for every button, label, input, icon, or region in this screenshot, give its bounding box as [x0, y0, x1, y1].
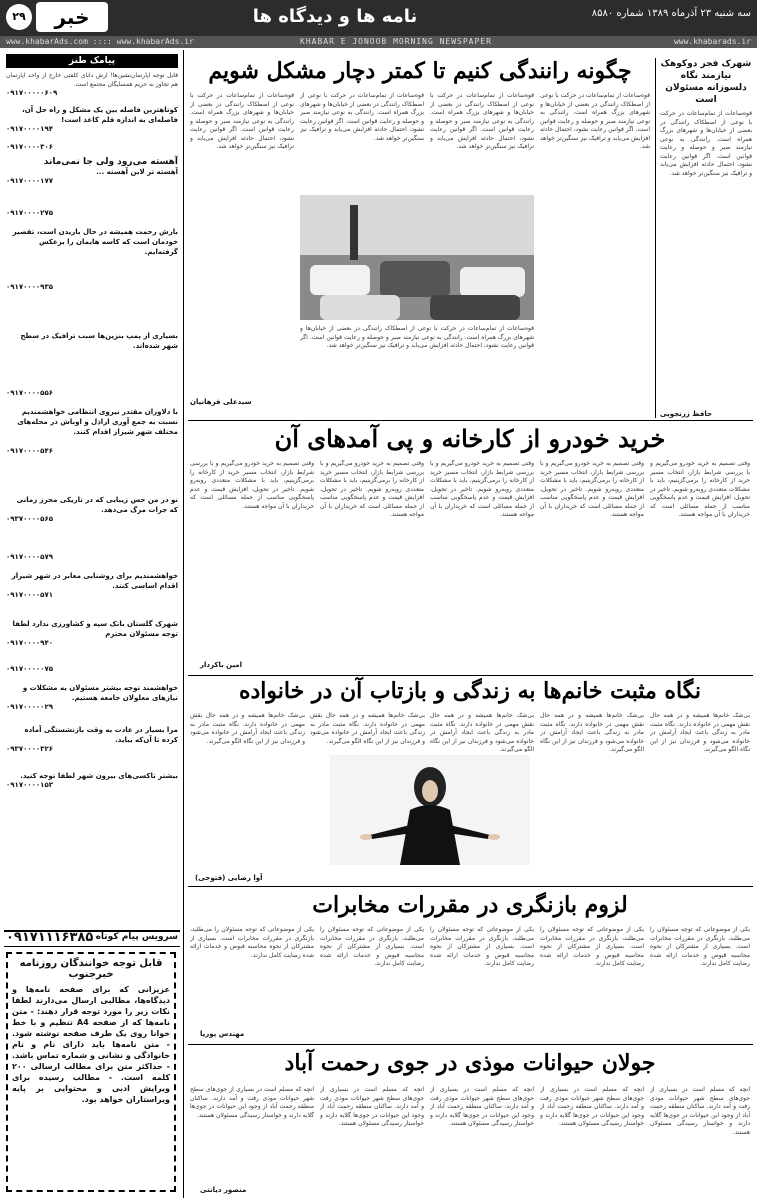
column-divider	[655, 58, 656, 418]
article-body: قوه‌ساعات از تمام‌ساعات در حرکت با نوعی از اصطکاک رانندگی در بعضی از خیابان‌ها و شهرهای بزرگ همراه است. رانندگی به نوعی نیازمند صبر و حوصله و رعایت قوانین است. اگر قوانین رعایت نشود، احتمال حادثه افزایش می‌یابد و ترافیک نیز سنگین‌تر خواهد شد.	[430, 92, 534, 150]
sidebar-article-body: قوه‌ساعات از تمام‌ساعات در حرکت با نوعی از اصطکاک رانندگی در بعضی از خیابان‌ها و شهرهای بزرگ همراه است. رانندگی به نوعی نیازمند صبر و حوصله و رعایت قوانین است. اگر قوانین رعایت نشود، احتمال حادثه افزایش می‌یابد و ترافیک نیز سنگین‌تر خواهد شد.	[660, 110, 752, 177]
article-headline: خرید خودرو از کارخانه و پی آمدهای آن	[274, 424, 666, 453]
sms-phone: ۰۹۳۷۰۰۰۰۳۲۶	[6, 745, 53, 753]
sms-phone: ۰۹۱۷۰۰۰۰۵۷۱	[6, 591, 53, 599]
sms-item: نو در من حس زیبایی که در تاریکی محرز زمانی که جرات مرگ می‌دهد.	[16, 496, 178, 514]
sms-item: بسیاری از پمپ بنزین‌ها سبب ترافیک در سطح شهر شده‌اند.	[20, 332, 178, 350]
article-body: آنچه که مسلم است در بسیاری از جوی‌های سطح شهر حیوانات موذی رفت و آمد دارند. ساکنان منطقه رحمت آباد از وجود این حیوانات در جوی‌ها گلایه دارند و خواستار رسیدگی مسئولان هستند.	[190, 1086, 314, 1119]
article-body: قوه‌ساعات از تمام‌ساعات در حرکت با نوعی از اصطکاک رانندگی در بعضی از خیابان‌ها و شهرهای بزرگ همراه است. رانندگی به نوعی نیازمند صبر و حوصله و رعایت قوانین است. اگر قوانین رعایت نشود، احتمال حادثه افزایش می‌یابد و ترافیک نیز سنگین‌تر خواهد شد.	[300, 92, 424, 142]
sms-phone: ۰۹۱۷۰۰۰۰۱۷۷	[6, 177, 53, 185]
sms-item: آهسته تر لاین آهسته ...	[96, 168, 178, 176]
article-body: یکی از موضوعاتی که توجه مسئولان را می‌طلبد، بازنگری در مقررات مخابرات است. بسیاری از مشترکان از نحوه محاسبه قبوض و خدمات ارائه شده رضایت کامل ندارند.	[190, 926, 314, 959]
sms-item: بارش رحمت همیشه در حال باریدن است، تقصیر خودمان است که کاسه هایمان را برعکس گرفته‌ایم.	[12, 228, 178, 256]
article-body: یکی از موضوعاتی که توجه مسئولان را می‌طلبد، بازنگری در مقررات مخابرات است. بسیاری از مشترکان از نحوه محاسبه قبوض و خدمات ارائه شده رضایت کامل ندارند.	[320, 926, 424, 967]
sms-service-bar	[4, 930, 180, 947]
article-body: آنچه که مسلم است در بسیاری از جوی‌های سطح شهر حیوانات موذی رفت و آمد دارند. ساکنان منطقه رحمت آباد از وجود این حیوانات در جوی‌ها گلایه دارند و خواستار رسیدگی مسئولان هستند.	[540, 1086, 644, 1127]
sms-phone: ۰۹۱۷۰۰۰۰۱۹۴	[6, 125, 53, 133]
article-body: آنچه که مسلم است در بسیاری از جوی‌های سطح شهر حیوانات موذی رفت و آمد دارند. ساکنان منطقه رحمت آباد از وجود این حیوانات در جوی‌ها گلایه دارند و خواستار رسیدگی مسئولان هستند.	[430, 1086, 534, 1127]
sms-item: شهرک گلستان بانک سپه و کشاورزی ندارد لطفا توجه مسئولان محترم	[12, 620, 178, 638]
sms-phone: ۰۹۱۷۰۰۰۰۰۷۵	[6, 665, 53, 673]
sidebar-article	[660, 58, 752, 418]
section-divider	[188, 675, 753, 676]
article-byline: سیدعلی فرهانیان	[190, 398, 252, 406]
newspaper-logo: خبر	[36, 2, 108, 32]
sms-item: خواهشمندیم برای روشنایی معابر در شهر شیراز اقدام اساسی کنند.	[11, 572, 178, 590]
article-body: قوه‌ساعات از تمام‌ساعات در حرکت با نوعی از اصطکاک رانندگی در بعضی از خیابان‌ها و شهرهای بزرگ همراه است. رانندگی به نوعی نیازمند صبر و حوصله و رعایت قوانین است. اگر قوانین رعایت نشود، احتمال حادثه افزایش می‌یابد و ترافیک نیز سنگین‌تر خواهد شد.	[300, 325, 534, 349]
section-divider	[188, 420, 753, 421]
article-body: وقتی تصمیم به خرید خودرو می‌گیریم و با بررسی شرایط بازار، انتخاب مسیر خرید از کارخانه را برمی‌گزینیم، باید با مشکلات متعددی روبه‌رو شویم. تاخیر در تحویل، افزایش قیمت و عدم پاسخگویی مناسب از جمله مسائلی است که خریداران با آن مواجه هستند.	[320, 460, 424, 518]
section-divider	[188, 886, 753, 887]
reader-notice-title: قابل توجه خوانندگان روزنامه خبرجنوب	[19, 958, 163, 980]
sms-column	[6, 72, 178, 922]
sms-phone: ۰۹۱۷۰۰۰۰۵۴۶	[6, 447, 53, 455]
sms-phone: ۰۹۱۷۰۰۰۰۲۷۵	[6, 209, 53, 217]
sms-phone: ۰۹۱۷۰۰۰۰۵۷۹	[6, 553, 53, 561]
sms-item: کوتاهترین فاصله بین یک مشکل و راه حل آن، فاصله‌ای به اندازه قلم کاغذ است!	[22, 106, 178, 124]
article-body: آنچه که مسلم است در بسیاری از جوی‌های سطح شهر حیوانات موذی رفت و آمد دارند. ساکنان منطقه رحمت آباد از وجود این حیوانات در جوی‌ها گلایه دارند و خواستار رسیدگی مسئولان هستند.	[320, 1086, 424, 1127]
article-body: قوه‌ساعات از تمام‌ساعات در حرکت با نوعی از اصطکاک رانندگی در بعضی از خیابان‌ها و شهرهای بزرگ همراه است. رانندگی به نوعی نیازمند صبر و حوصله و رعایت قوانین است. اگر قوانین رعایت نشود، احتمال حادثه افزایش می‌یابد و ترافیک نیز سنگین‌تر خواهد شد.	[190, 92, 294, 150]
article-body: آنچه که مسلم است در بسیاری از جوی‌های سطح شهر حیوانات موذی رفت و آمد دارند. ساکنان منطقه رحمت آباد از وجود این حیوانات در جوی‌ها گلایه دارند و خواستار رسیدگی مسئولان هستند.	[650, 1086, 750, 1136]
sms-phone: ۰۹۱۷۰۰۰۰۹۴۰	[6, 639, 53, 647]
article-body: وقتی تصمیم به خرید خودرو می‌گیریم و با بررسی شرایط بازار، انتخاب مسیر خرید از کارخانه را برمی‌گزینیم، باید با مشکلات متعددی روبه‌رو شویم. تاخیر در تحویل، افزایش قیمت و عدم پاسخگویی مناسب از جمله مسائلی است که خریداران با آن مواجه هستند.	[650, 460, 750, 518]
sidebar-article-title: شهرک فجر دوکوهک نیازمند نگاه دلسوزانه مسئولان است	[660, 59, 752, 105]
sms-phone: ۰۹۱۷۰۰۰۰۳۰۶	[6, 143, 53, 151]
sms-item: خواهشمند توجه بیشتر مسئولان به مشکلات و نیازهای معلولان جامعه هستیم.	[22, 684, 178, 702]
traffic-photo	[300, 195, 534, 320]
article-body: یکی از موضوعاتی که توجه مسئولان را می‌طلبد، بازنگری در مقررات مخابرات است. بسیاری از مشترکان از نحوه محاسبه قبوض و خدمات ارائه شده رضایت کامل ندارند.	[540, 926, 644, 967]
traffic-photo-illustration	[300, 195, 534, 320]
article-body: وقتی تصمیم به خرید خودرو می‌گیریم و با بررسی شرایط بازار، انتخاب مسیر خرید از کارخانه را برمی‌گزینیم، باید با مشکلات متعددی روبه‌رو شویم. تاخیر در تحویل، افزایش قیمت و عدم پاسخگویی مناسب از جمله مسائلی است که خریداران با آن مواجه هستند.	[430, 460, 534, 518]
article-byline: آوا رضایی (فتوحی)	[195, 874, 263, 882]
article-headline: چگونه رانندگی کنیم تا کمتر دچار مشکل شویم	[208, 58, 632, 84]
sms-phone: ۰۹۱۷۰۰۰۰۰۶۰۹	[6, 89, 58, 97]
article-byline: منصور دیانتی	[200, 1186, 247, 1194]
article-body: وقتی تصمیم به خرید خودرو می‌گیریم و با بررسی شرایط بازار، انتخاب مسیر خرید از کارخانه را برمی‌گزینیم، باید با مشکلات متعددی روبه‌رو شویم. تاخیر در تحویل، افزایش قیمت و عدم پاسخگویی مناسب از جمله مسائلی است که خریداران با آن مواجه هستند.	[190, 460, 314, 510]
article-body: بی‌شک خانم‌ها همیشه و در همه حال نقش مهمی در خانواده دارند. نگاه مثبت مادر به زندگی باعث ایجاد آرامش در خانواده می‌شود و فرزندان نیز از این نگاه الگو می‌گیرند.	[540, 712, 644, 753]
article-body: بی‌شک خانم‌ها همیشه و در همه حال نقش مهمی در خانواده دارند. نگاه مثبت مادر به زندگی باعث ایجاد آرامش در خانواده می‌شود و فرزندان نیز از این نگاه الگو می‌گیرند.	[430, 712, 534, 752]
issue-date: سه شنبه ۲۳ آذرماه ۱۳۸۹ شماره ۸۵۸۰	[591, 8, 751, 19]
article-body: قوه‌ساعات از تمام‌ساعات در حرکت با نوعی از اصطکاک رانندگی در بعضی از خیابان‌ها و شهرهای بزرگ همراه است. رانندگی به نوعی نیازمند صبر و حوصله و رعایت قوانین است. اگر قوانین رعایت نشود، احتمال حادثه افزایش می‌یابد و ترافیک نیز سنگین‌تر خواهد شد.	[540, 92, 650, 150]
sms-phone: ۰۹۱۷۰۰۰۰۹۳۵	[6, 283, 53, 291]
article-headline: نگاه مثبت خانم‌ها به زندگی و بازتاب آن در خانواده	[238, 678, 702, 704]
article-body: بی‌شک خانم‌ها همیشه و در همه حال نقش مهمی در خانواده دارند. نگاه مثبت مادر به زندگی باعث ایجاد آرامش در خانواده می‌شود و فرزندان نیز از این نگاه الگو می‌گیرند.	[310, 712, 425, 745]
section-divider	[188, 1044, 753, 1045]
sms-service-label: سرویس پیام کوتاه	[95, 932, 178, 942]
sms-phone: ۰۹۱۷۰۰۰۰۰۲۹	[6, 703, 53, 711]
article-body: بی‌شک خانم‌ها همیشه و در همه حال نقش مهمی در خانواده دارند. نگاه مثبت مادر به زندگی باعث ایجاد آرامش در خانواده می‌شود و فرزندان نیز از این نگاه الگو می‌گیرند.	[650, 712, 750, 753]
sms-service-number: ۰۹۱۷۱۱۱۶۳۸۵	[6, 930, 94, 945]
sms-item: با دلاوران مقتدر نیروی انتظامی خواهشمندیم نسبت به جمع آوری اراذل و اوباش در محله‌های مختلف شهر شیراز اقدام کنند.	[17, 408, 178, 436]
sidebar-author: حافظ زرنجویی	[660, 410, 713, 418]
article-byline: امین باکردار	[200, 661, 243, 669]
column-divider	[183, 50, 184, 1198]
article-headline: لزوم بازنگری در مقررات مخابرات	[312, 892, 628, 918]
sms-intro: قابل توجه آپارتمان‌نشین‌ها! آرش دانای کلفتی خارج از واحد آپارتمان هم تجاوز به حریم همسایگان مجتمع است.	[6, 72, 178, 88]
sms-phone: ۰۹۳۷۰۰۰۰۵۶۵	[6, 515, 53, 523]
sms-item: آهسته‌ می‌رود ولی جا نمی‌ماند	[43, 157, 178, 167]
site-urls: www.khabarAds.com :::: www.khabarAds.ir	[6, 37, 194, 46]
article-body: بی‌شک خانم‌ها همیشه و در همه حال نقش مهمی در خانواده دارند. نگاه مثبت مادر به زندگی باعث ایجاد آرامش در خانواده می‌شود و فرزندان نیز از این نگاه الگو می‌گیرند.	[190, 712, 305, 745]
sms-item: مرا بسیار در عادت به وقت بازنشستگی آماده کرده تا آن‌که بیاید.	[24, 726, 178, 744]
sms-phone: ۰۹۱۷۰۰۰۰۱۵۳	[6, 781, 53, 789]
masthead-strip	[0, 36, 757, 48]
article-body: یکی از موضوعاتی که توجه مسئولان را می‌طلبد، بازنگری در مقررات مخابرات است. بسیاری از مشترکان از نحوه محاسبه قبوض و خدمات ارائه شده رضایت کامل ندارند.	[650, 926, 750, 967]
article-byline: مهندس پوریا	[200, 1030, 245, 1038]
woman-photo-illustration	[330, 755, 530, 865]
reader-notice-body: عزیزانی که برای صفحه نامه‌ها و دیدگاه‌ها، مطالبی ارسال می‌دارند لطفا نکات زیر را مورد توجه قرار دهند: - متن نامه‌ها که از صفحه A4 تنظیم و با خط خوانا روی یک طرف صفحه نوشته شود. - متن نامه‌ها باید دارای نام و نام خانوادگی و نشانی و شماره تماس باشد. - حداکثر متن برای مطالب ارسالی ۲۰۰ کلمه است. - مطالب رسیده برای ویرایش ادبی و محتوایی بر پایه ویراستاران خواهد بود.	[12, 985, 170, 1104]
paper-name: KHABAR E JONOOB MORNING NEWSPAPER	[300, 37, 492, 46]
page-number: ۲۹	[6, 4, 32, 30]
article-headline: جولان حیوانات موذی در جوی رحمت آباد	[284, 1050, 656, 1076]
section-rubric: نامه ها و دیدگاه ها	[252, 6, 418, 27]
sms-item: بیشتر تاکسی‌های بیرون شهر لطفا توجه کنید.	[20, 772, 178, 780]
article-body: یکی از موضوعاتی که توجه مسئولان را می‌طلبد، بازنگری در مقررات مخابرات است. بسیاری از مشترکان از نحوه محاسبه قبوض و خدمات ارائه شده رضایت کامل ندارند.	[430, 926, 534, 967]
woman-photo	[330, 755, 530, 865]
sms-phone: ۰۹۱۷۰۰۰۰۵۵۶	[6, 389, 53, 397]
site-url-right: www.khabarads.ir	[673, 37, 751, 46]
article-body: وقتی تصمیم به خرید خودرو می‌گیریم و با بررسی شرایط بازار، انتخاب مسیر خرید از کارخانه را برمی‌گزینیم، باید با مشکلات متعددی روبه‌رو شویم. تاخیر در تحویل، افزایش قیمت و عدم پاسخگویی مناسب از جمله مسائلی است که خریداران با آن مواجه هستند.	[540, 460, 644, 518]
reader-notice-box	[6, 952, 176, 1192]
sms-column-title: پیامک طنز	[6, 54, 178, 68]
